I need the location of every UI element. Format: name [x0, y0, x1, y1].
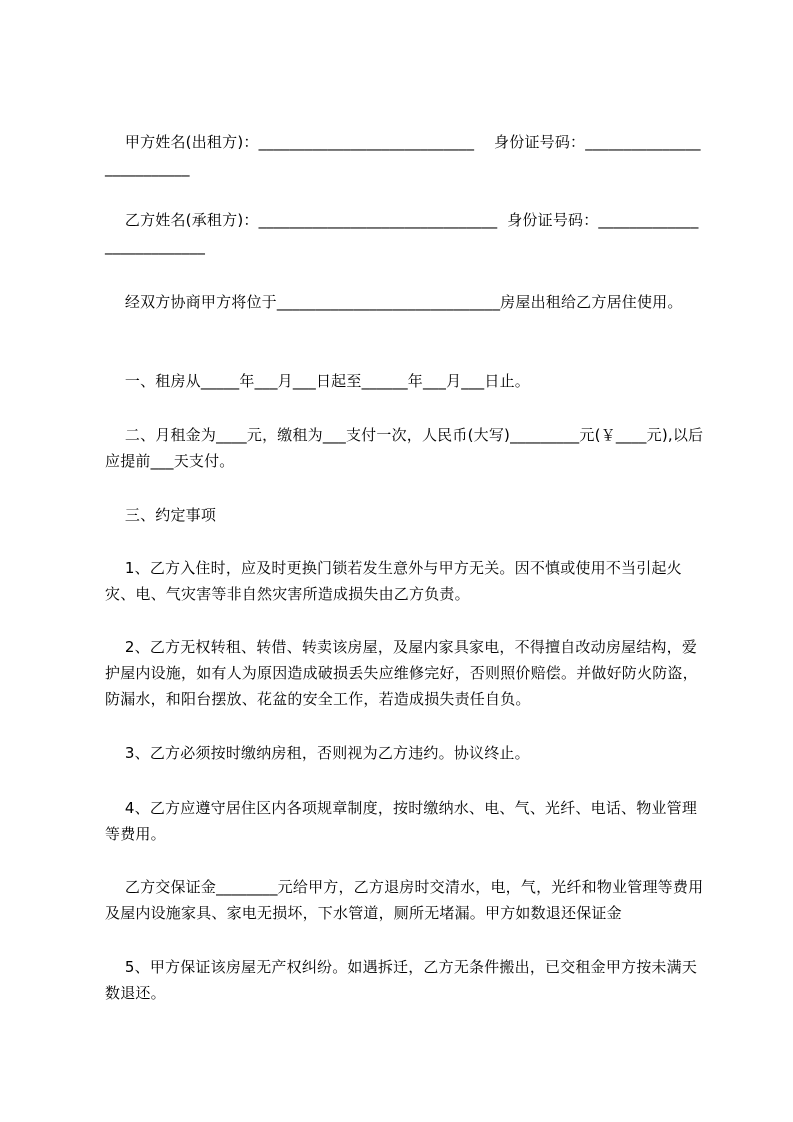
property-location-paragraph: 经双方协商甲方将位于_____________________________房屋出租给乙方居住使用。: [105, 293, 683, 311]
term-4-paragraph: 4、乙方应遵守居住区内各项规章制度，按时缴纳水、电、气、光纤、电话、物业管理等费用。: [105, 799, 698, 843]
deposit-paragraph: 乙方交保证金________元给甲方，乙方退房时交清水，电，气，光纤和物业管理等费用及屋内设施家具、家电无损坏，下水管道，厕所无堵漏。甲方如数退还保证金: [105, 878, 704, 922]
term-2-paragraph: 2、乙方无权转租、转借、转卖该房屋，及屋内家具家电，不得擅自改动房屋结构，爱护屋内设施，如有人为原因造成破损丢失应维修完好，否则照价赔偿。并做好防火防盗，防漏水，和阳台摆放、花盆的安全工作，若造成损失责任自负。: [105, 638, 698, 708]
term-1-paragraph: 1、乙方入住时，应及时更换门锁若发生意外与甲方无关。因不慎或使用不当引起火灾、电、气灾害等非自然灾害所造成损失由乙方负责。: [105, 559, 682, 603]
lessor-info-line: 甲方姓名(出租方)：____________________________ 身份证号码：__________________________: [105, 133, 701, 177]
agreed-terms-heading: 三、约定事项: [105, 506, 217, 524]
rent-clause: 二、月租金为____元，缴租为___支付一次，人民币(大写)_________元(￥____元),以后应提前___天支付。: [105, 426, 704, 470]
term-3-paragraph: 3、乙方必须按时缴纳房租，否则视为乙方违约。协议终止。: [105, 744, 530, 762]
term-5-paragraph: 5、甲方保证该房屋无产权纠纷。如遇拆迁，乙方无条件搬出，已交租金甲方按未满天数退还。: [105, 958, 698, 1002]
lessee-info-line: 乙方姓名(承租方)：_______________________________ 身份证号码：__________________________: [105, 211, 699, 255]
lease-term-clause: 一、租房从_____年___月___日起至______年___月___日止。: [105, 372, 530, 390]
